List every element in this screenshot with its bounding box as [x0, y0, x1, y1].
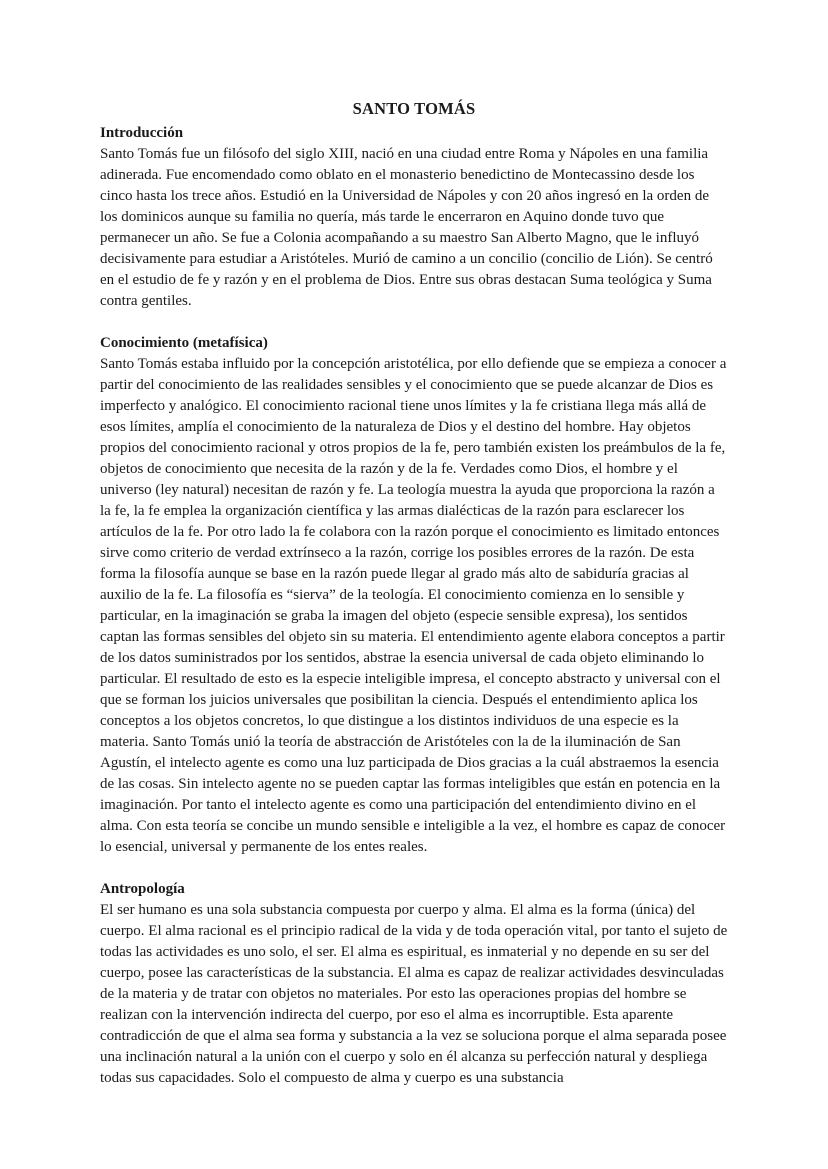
section-heading: Conocimiento (metafísica): [100, 335, 268, 351]
section-conocimiento: [100, 333, 728, 858]
section-heading: Antropología: [100, 881, 185, 897]
section-antropologia: [100, 879, 728, 1089]
document-title: SANTO TOMÁS: [352, 99, 476, 118]
section-paragraph: Santo Tomás estaba influido por la concepción aristotélica, por ello defiende que se empieza a conocer a partir del conocimiento de las realidades sensibles y el conocimiento que se puede alcanzar de Dios es imperfecto y analógico. El conocimiento racional tiene unos límites y la fe cristiana llega más allá de esos límites, amplía el conocimiento de la naturaleza de Dios y el destino del hombre. Hay objetos propios del conocimiento racional y otros propios de la fe, pero también existen los preámbulos de la fe, objetos de conocimiento que necesita de la razón y de la fe. Verdades como Dios, el hombre y el universo (ley natural) necesitan de razón y fe. La teología muestra la ayuda que proporciona la razón a la fe, la fe emplea la organización científica y las armas dialécticas de la razón para esclarecer los artículos de la fe. Por otro lado la fe colabora con la razón porque el conocimiento es limitado entonces sirve como criterio de verdad extrínseco a la razón, corrige los posibles errores de la razón. De esta forma la filosofía aunque se base en la razón puede llegar al grado más alto de sabiduría gracias al auxilio de la fe. La filosofía es “sierva” de la teología. El conocimiento comienza en lo sensible y particular, en la imaginación se graba la imagen del objeto (especie sensible expresa), los sentidos captan las formas sensibles del objeto sin su materia. El entendimiento agente elabora conceptos a partir de los datos suministrados por los sentidos, abstrae la esencia universal de cada objeto eliminando lo particular. El resultado de esto es la especie inteligible impresa, el concepto abstracto y universal con el que se forman los juicios universales que posibilitan la ciencia. Después el entendimiento aplica los conceptos a los objetos concretos, lo que distingue a los distintos individuos de una especie es la materia. Santo Tomás unió la teoría de abstracción de Aristóteles con la de la iluminación de San Agustín, el intelecto agente es como una luz participada de Dios gracias a la cuál abstraemos la esencia de las cosas. Sin intelecto agente no se pueden captar las formas inteligibles que están en potencia en la imaginación. Por tanto el intelecto agente es como una participación del entendimiento divino en el alma. Con esta teoría se concibe un mundo sensible e inteligible a la vez, el hombre es capaz de conocer lo esencial, universal y permanente de los entes reales.: [100, 356, 727, 855]
section-paragraph: Santo Tomás fue un filósofo del siglo XIII, nació en una ciudad entre Roma y Nápoles en una familia adinerada. Fue encomendado como oblato en el monasterio benedictino de Montecassino desde los cinco hasta los trece años. Estudió en la Universidad de Nápoles y con 20 años ingresó en la orden de los dominicos aunque su familia no quería, más tarde le encerraron en Aquino donde tuvo que permanecer un año. Se fue a Colonia acompañando a su maestro San Alberto Magno, que le influyó decisivamente para estudiar a Aristóteles. Murió de camino a un concilio (concilio de Lión). Se centró en el estudio de fe y razón y en el problema de Dios. Entre sus obras destacan Suma teológica y Suma contra gentiles.: [100, 146, 713, 309]
section-heading: Introducción: [100, 125, 184, 141]
section-introduccion: [100, 123, 728, 312]
section-paragraph: El ser humano es una sola substancia compuesta por cuerpo y alma. El alma es la forma (única) del cuerpo. El alma racional es el principio radical de la vida y de toda operación vital, por tanto el sujeto de todas las actividades es uno solo, el ser. El alma es espiritual, es inmaterial y no depende en su ser del cuerpo, posee las características de la substancia. El alma es capaz de realizar actividades desvinculadas de la materia y de tratar con objetos no materiales. Por esto las operaciones propias del hombre se realizan con la intervención indirecta del cuerpo, por eso el alma es incorruptible. Esta aparente contradicción de que el alma sea forma y substancia a la vez se soluciona porque el alma separada posee una inclinación natural a la unión con el cuerpo y solo en él alcanza su perfección natural y despliega todas sus capacidades. Solo el compuesto de alma y cuerpo es una substancia: [100, 902, 728, 1086]
document-page: [100, 97, 728, 1110]
